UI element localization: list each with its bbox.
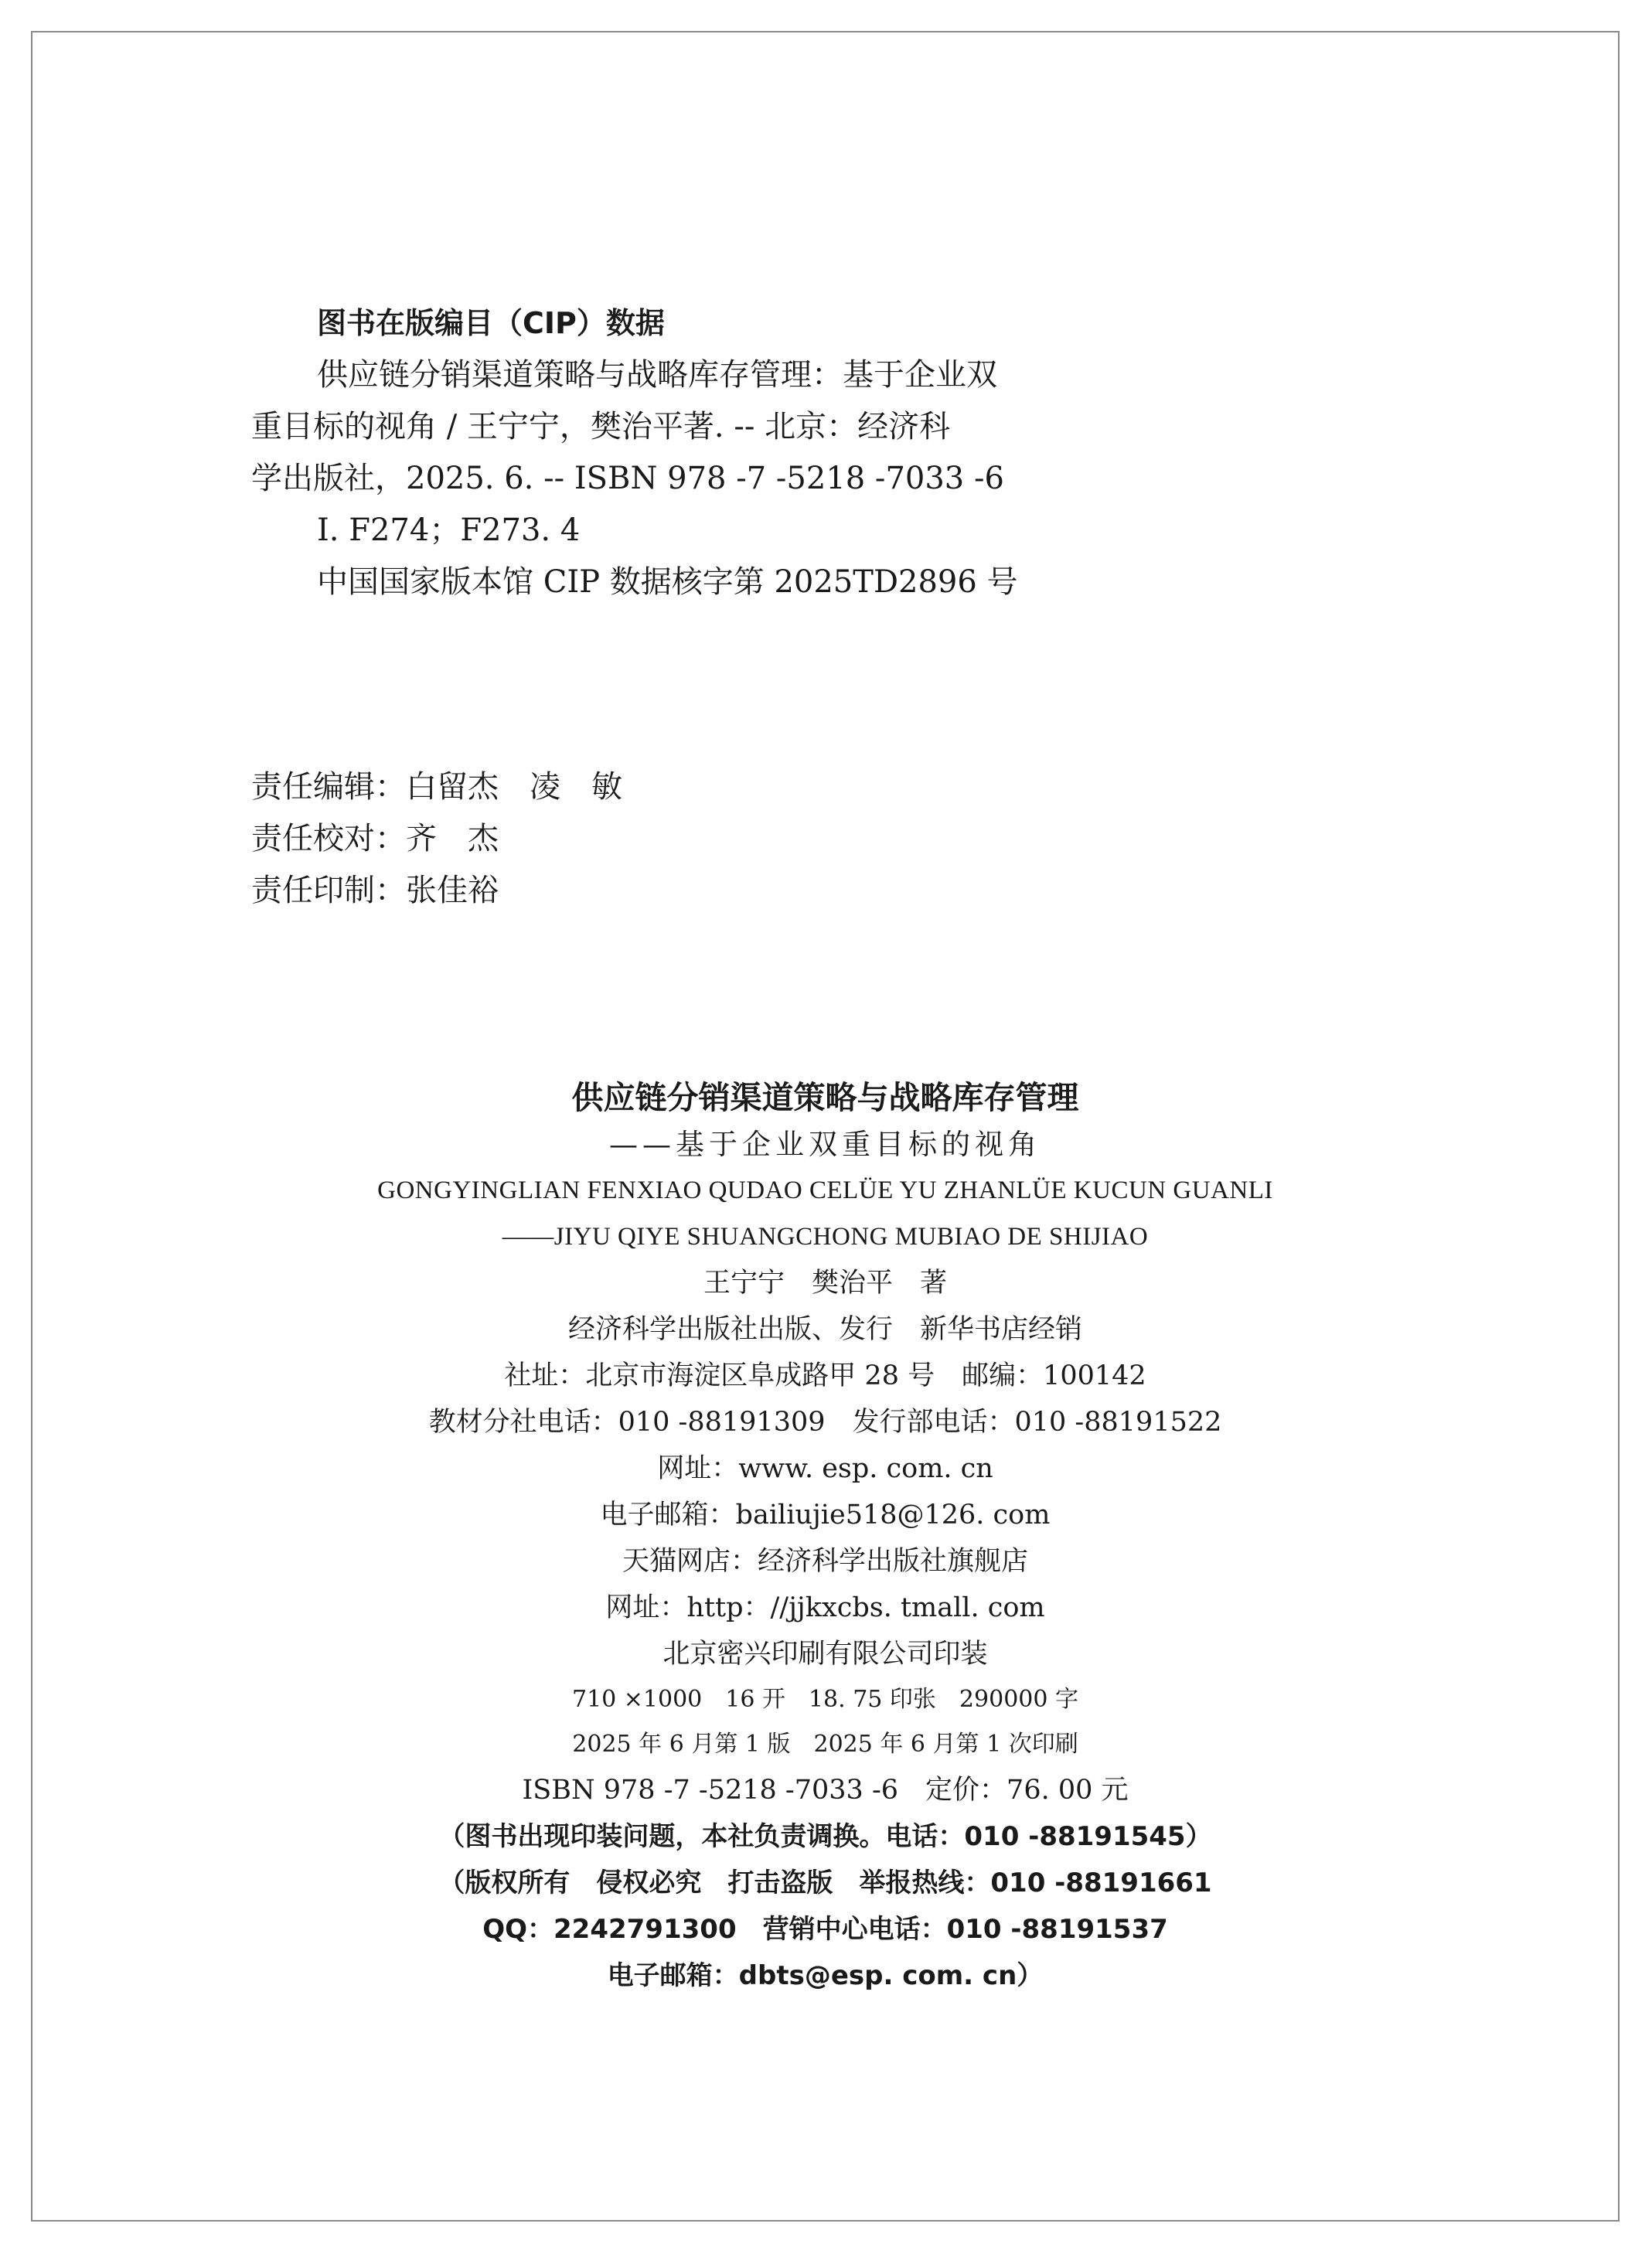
notice-contact: QQ：2242791300 营销中心电话：010 -88191537 — [482, 1914, 1168, 1945]
colophon — [31, 1073, 1620, 1999]
responsible-printing: 责任印制：张佳裕 — [251, 873, 499, 908]
email: 电子邮箱：bailiujie518@126. com — [600, 1500, 1051, 1530]
printer: 北京密兴印刷有限公司印装 — [663, 1639, 988, 1670]
cip-classification: Ⅰ. F274；F273. 4 — [317, 512, 581, 548]
cip-line-1: 供应链分销渠道策略与战略库存管理：基于企业双 — [317, 357, 997, 393]
cip-line-3: 学出版社，2025. 6. -- ISBN 978 -7 -5218 -7033 -6 — [251, 461, 1004, 496]
tmall-store: 天猫网店：经济科学出版社旗舰店 — [622, 1546, 1028, 1577]
cip-data-block — [251, 298, 1140, 608]
pinyin-subtitle: ——JIYU QIYE SHUANGCHONG MUBIAO DE SHIJIAO — [502, 1223, 1149, 1251]
responsible-proofreader: 责任校对：齐 杰 — [251, 821, 499, 856]
notice-printing-issues: （图书出现印装问题，本社负责调换。电话：010 -88191545） — [438, 1821, 1212, 1852]
tmall-url: 网址：http：//jjkxcbs. tmall. com — [605, 1592, 1045, 1623]
phones: 教材分社电话：010 -88191309 发行部电话：010 -88191522 — [428, 1407, 1222, 1438]
authors: 王宁宁 樊治平 著 — [703, 1268, 947, 1299]
book-subtitle: ——基于企业双重目标的视角 — [609, 1128, 1041, 1161]
pinyin-title: GONGYINGLIAN FENXIAO QUDAO CELÜE YU ZHANLÜE KUCUN GUANLI — [377, 1176, 1273, 1204]
publisher: 经济科学出版社出版、发行 新华书店经销 — [567, 1314, 1082, 1345]
book-title: 供应链分销渠道策略与战略库存管理 — [571, 1079, 1079, 1116]
cip-heading: 图书在版编目（CIP）数据 — [317, 306, 665, 340]
address: 社址：北京市海淀区阜成路甲 28 号 邮编：100142 — [504, 1360, 1146, 1391]
responsible-editor: 责任编辑：白留杰 凌 敏 — [251, 769, 622, 805]
isbn-price: ISBN 978 -7 -5218 -7033 -6 定价：76. 00 元 — [522, 1775, 1129, 1806]
cip-registration: 中国国家版本馆 CIP 数据核字第 2025TD2896 号 — [317, 564, 1018, 600]
cip-line-2: 重目标的视角 / 王宁宁，樊治平著. -- 北京：经济科 — [251, 409, 951, 444]
notice-email: 电子邮箱：dbts@esp. com. cn） — [607, 1960, 1044, 1991]
notice-copyright: （版权所有 侵权必究 打击盗版 举报热线：010 -88191661 — [438, 1868, 1212, 1898]
responsible-staff — [251, 761, 622, 917]
specs: 710 ×1000 16 开 18. 75 印张 290000 字 — [571, 1686, 1078, 1713]
website: 网址：www. esp. com. cn — [657, 1453, 993, 1484]
edition: 2025 年 6 月第 1 版 2025 年 6 月第 1 次印刷 — [572, 1731, 1078, 1758]
